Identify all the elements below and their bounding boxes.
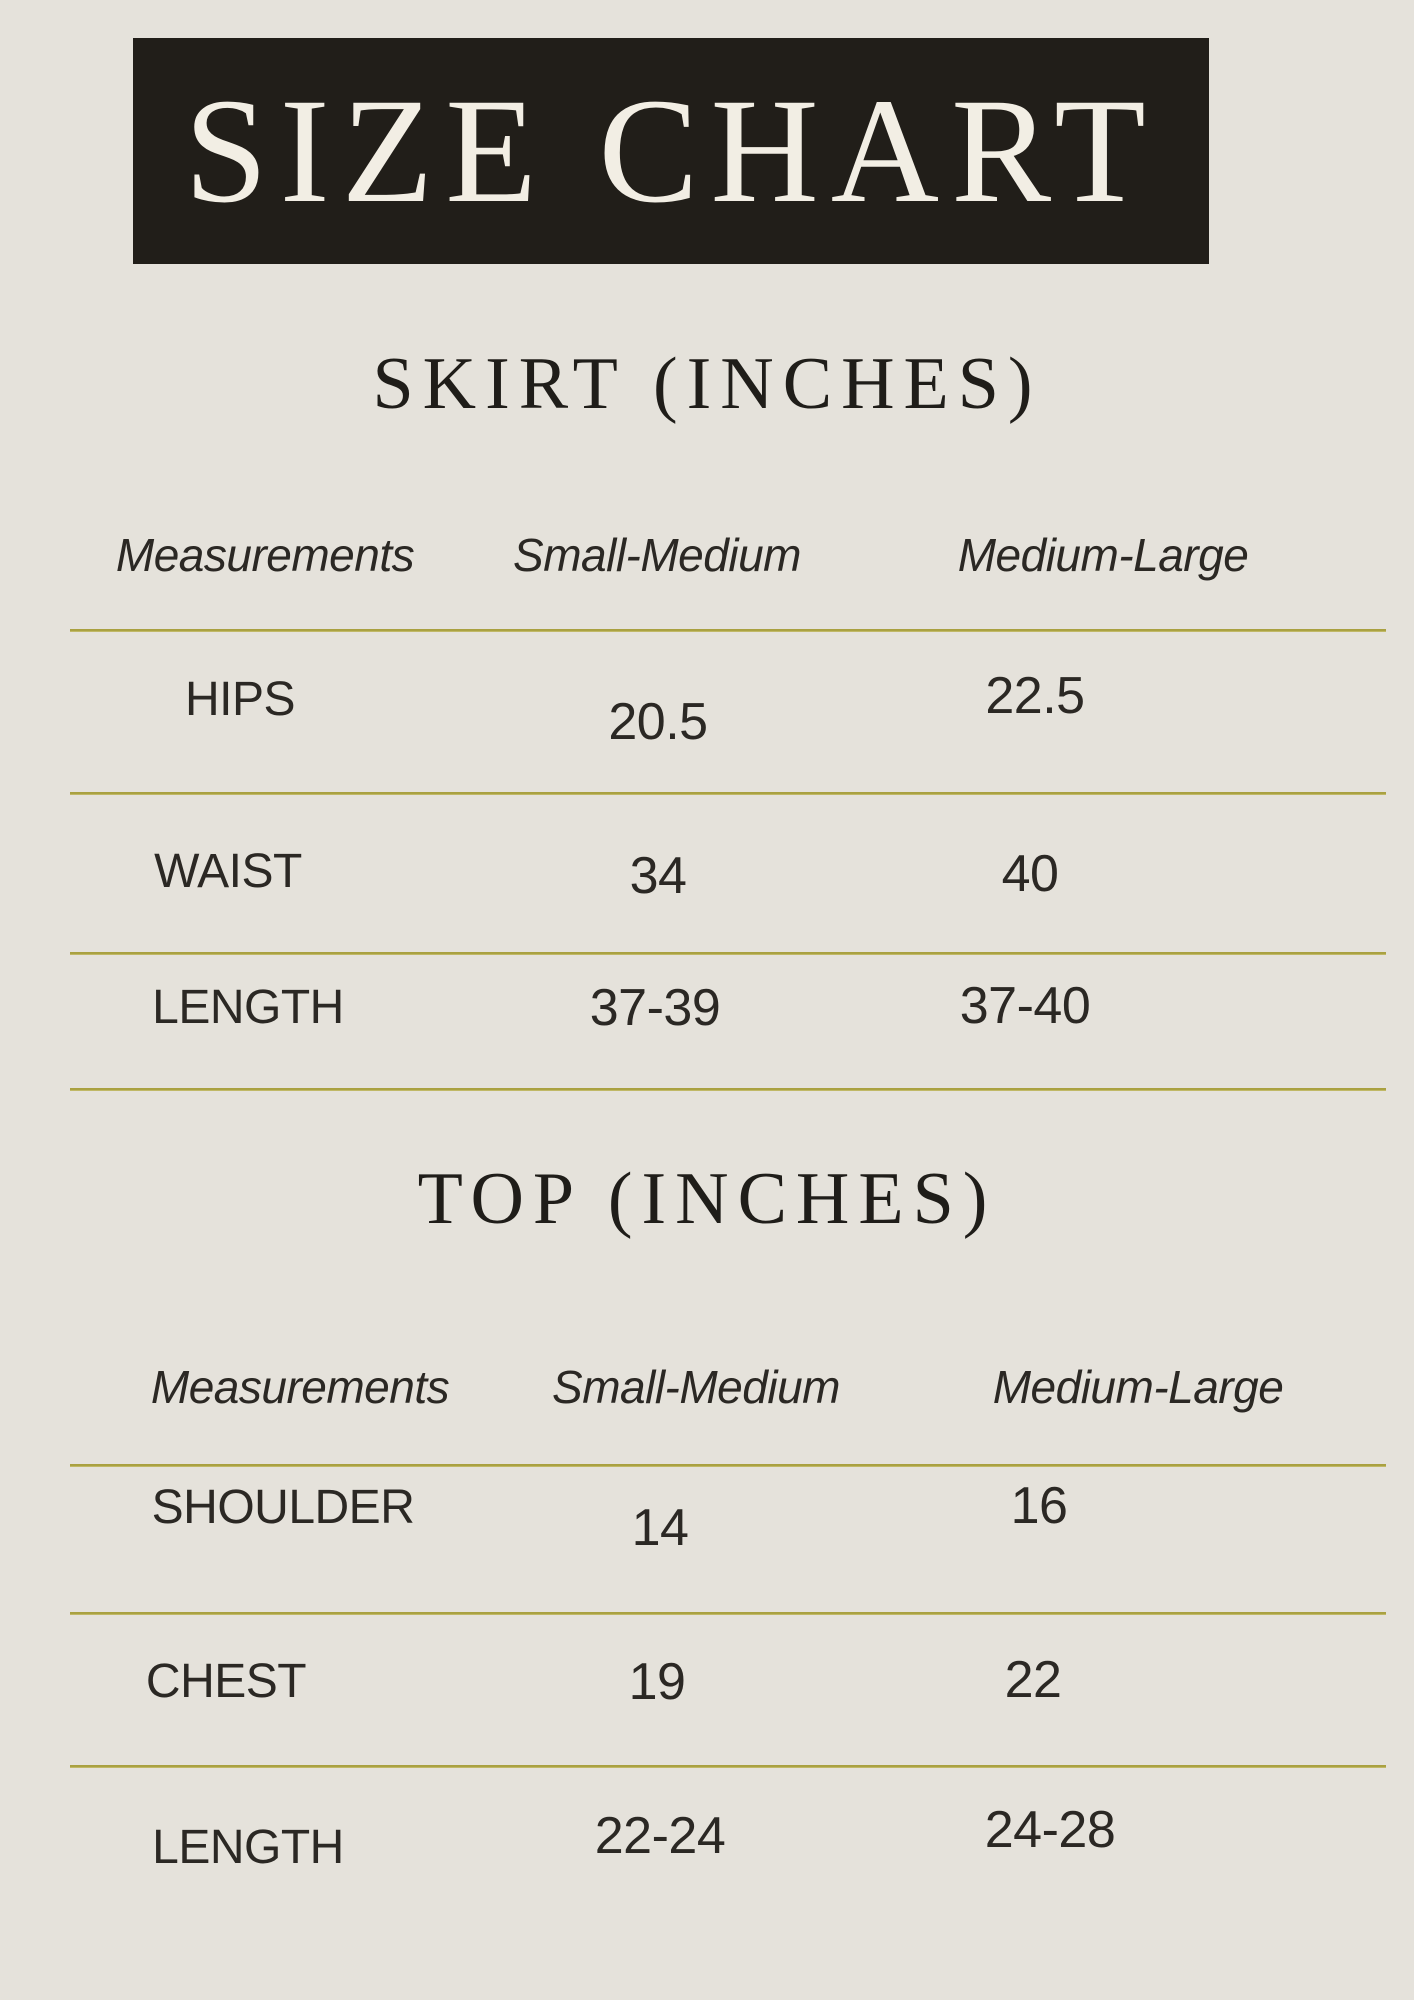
skirt-row-length-label: LENGTH xyxy=(152,981,344,1034)
divider-line xyxy=(70,1612,1386,1615)
top-row-chest-medium-large: 22 xyxy=(1004,1651,1062,1709)
divider-line xyxy=(70,629,1386,632)
top-col-header-small-medium: Small-Medium xyxy=(552,1361,840,1413)
divider-line xyxy=(70,1765,1386,1768)
skirt-section-title: SKIRT (INCHES) xyxy=(372,343,1042,425)
skirt-row-hips-medium-large: 22.5 xyxy=(985,667,1085,725)
page-title: SIZE CHART xyxy=(184,68,1158,234)
divider-line xyxy=(70,1464,1386,1467)
skirt-col-header-small-medium: Small-Medium xyxy=(513,529,801,581)
title-banner xyxy=(133,38,1209,264)
skirt-row-waist-label: WAIST xyxy=(154,845,302,898)
divider-line xyxy=(70,1088,1386,1091)
skirt-col-header-medium-large: Medium-Large xyxy=(957,529,1249,581)
divider-line xyxy=(70,792,1386,795)
top-row-length-small-medium: 22-24 xyxy=(594,1807,726,1865)
top-col-header-measurements: Measurements xyxy=(150,1361,450,1413)
top-col-header-medium-large: Medium-Large xyxy=(992,1361,1284,1413)
top-row-shoulder-medium-large: 16 xyxy=(1010,1477,1068,1535)
skirt-col-header-measurements: Measurements xyxy=(115,529,415,581)
top-row-length-medium-large: 24-28 xyxy=(984,1801,1116,1859)
skirt-row-waist-small-medium: 34 xyxy=(629,847,687,905)
skirt-row-hips-label: HIPS xyxy=(184,673,296,726)
skirt-row-waist-medium-large: 40 xyxy=(1001,845,1059,903)
top-row-length-label: LENGTH xyxy=(152,1821,344,1874)
top-section-title: TOP (INCHES) xyxy=(417,1158,997,1240)
skirt-row-length-medium-large: 37-40 xyxy=(959,977,1091,1035)
skirt-row-length-small-medium: 37-39 xyxy=(589,979,721,1037)
divider-line xyxy=(70,952,1386,955)
top-row-chest-small-medium: 19 xyxy=(628,1653,686,1711)
skirt-row-hips-small-medium: 20.5 xyxy=(608,693,708,751)
top-row-chest-label: CHEST xyxy=(145,1655,307,1708)
top-row-shoulder-small-medium: 14 xyxy=(631,1499,689,1557)
top-row-shoulder-label: SHOULDER xyxy=(151,1481,415,1534)
